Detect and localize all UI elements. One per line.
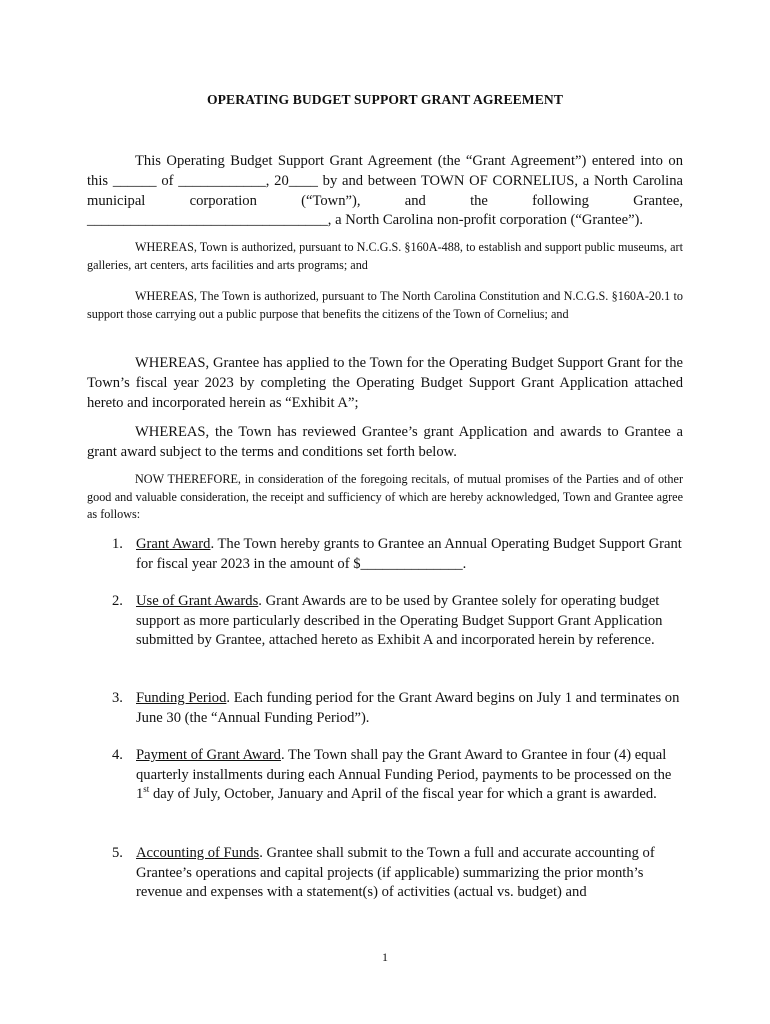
- whereas-paragraph-4: WHEREAS, the Town has reviewed Grantee’s grant Application and awards to Grantee a grant award subject to the terms and conditions set forth below.: [87, 424, 683, 460]
- document-title: OPERATING BUDGET SUPPORT GRANT AGREEMENT: [206, 92, 563, 107]
- list-item: [112, 592, 687, 651]
- list-item-text-continued: day of July, October, January and April of the fiscal year for which a grant is awarded.: [149, 786, 657, 802]
- list-item-number: 5.: [112, 845, 123, 861]
- list-item-text: . The Town shall pay the Grant Award to Grantee in four (4) equal quarterly installments during each Annual Funding Period, payments to be processed on the 1: [136, 747, 672, 802]
- list-item-heading: Payment of Grant Award: [136, 747, 281, 763]
- intro-paragraph: This Operating Budget Support Grant Agreement (the “Grant Agreement”) entered into on this ______ of ____________, 20____ by and between TOWN OF CORNELIUS, a North Carolina municipal corporation (“Town”), and the following Grantee, _________________________________, a North Carolina non-profit corporation (“Grantee”).: [87, 153, 683, 229]
- list-item-text: . Grantee shall submit to the Town a full and accurate accounting of Grantee’s operations and capital projects (if applicable) summarizing the prior month’s revenue and expenses with a statement(s) of activities (actual vs. budget) and: [136, 845, 655, 900]
- list-item-number: 4.: [112, 747, 123, 763]
- list-item: [112, 535, 687, 574]
- page-number: 1: [382, 950, 388, 964]
- whereas-paragraph-3: WHEREAS, Grantee has applied to the Town for the Operating Budget Support Grant for the Town’s fiscal year 2023 by completing the Operating Budget Support Grant Application attached hereto and incorporated herein as “Exhibit A”;: [87, 355, 683, 411]
- list-item-text: . Each funding period for the Grant Award begins on July 1 and terminates on June 30 (the “Annual Funding Period”).: [136, 690, 680, 726]
- list-item-heading: Use of Grant Awards: [136, 593, 259, 609]
- list-item-text: . Grant Awards are to be used by Grantee solely for operating budget support as more particularly described in the Operating Budget Support Grant Application submitted by Grantee, attached hereto as Exhibit A and incorporated herein by reference.: [136, 593, 663, 648]
- list-item: [112, 844, 687, 903]
- list-item: [112, 746, 687, 805]
- list-item-heading: Funding Period: [136, 690, 227, 706]
- list-item-heading: Grant Award: [136, 536, 211, 552]
- now-therefore-paragraph: NOW THEREFORE, in consideration of the foregoing recitals, of mutual promises of the Parties and of other good and valuable consideration, the receipt and sufficiency of which are hereby acknowledged, Town and Grantee agree as follows:: [87, 472, 683, 522]
- ordinal-suffix: st: [143, 784, 150, 795]
- list-item-body: [136, 689, 687, 728]
- list-item-number: 1.: [112, 536, 123, 552]
- list-item-number: 2.: [112, 593, 123, 609]
- whereas-paragraph-1: WHEREAS, Town is authorized, pursuant to N.C.G.S. §160A-488, to establish and support public museums, art galleries, art centers, arts facilities and arts programs; and: [87, 240, 683, 272]
- whereas-paragraph-2: WHEREAS, The Town is authorized, pursuant to The North Carolina Constitution and N.C.G.S. §160A-20.1 to support those carrying out a public purpose that benefits the citizens of the Town of Cornelius; and: [87, 289, 683, 321]
- list-item: [112, 689, 687, 728]
- list-item-body: [136, 746, 687, 805]
- list-item-text: . The Town hereby grants to Grantee an Annual Operating Budget Support Grant for fiscal year 2023 in the amount of $______________.: [136, 536, 682, 572]
- list-item-number: 3.: [112, 690, 123, 706]
- list-item-body: [136, 844, 687, 903]
- list-item-body: [136, 592, 687, 651]
- list-item-body: [136, 535, 687, 574]
- list-item-heading: Accounting of Funds: [136, 845, 260, 861]
